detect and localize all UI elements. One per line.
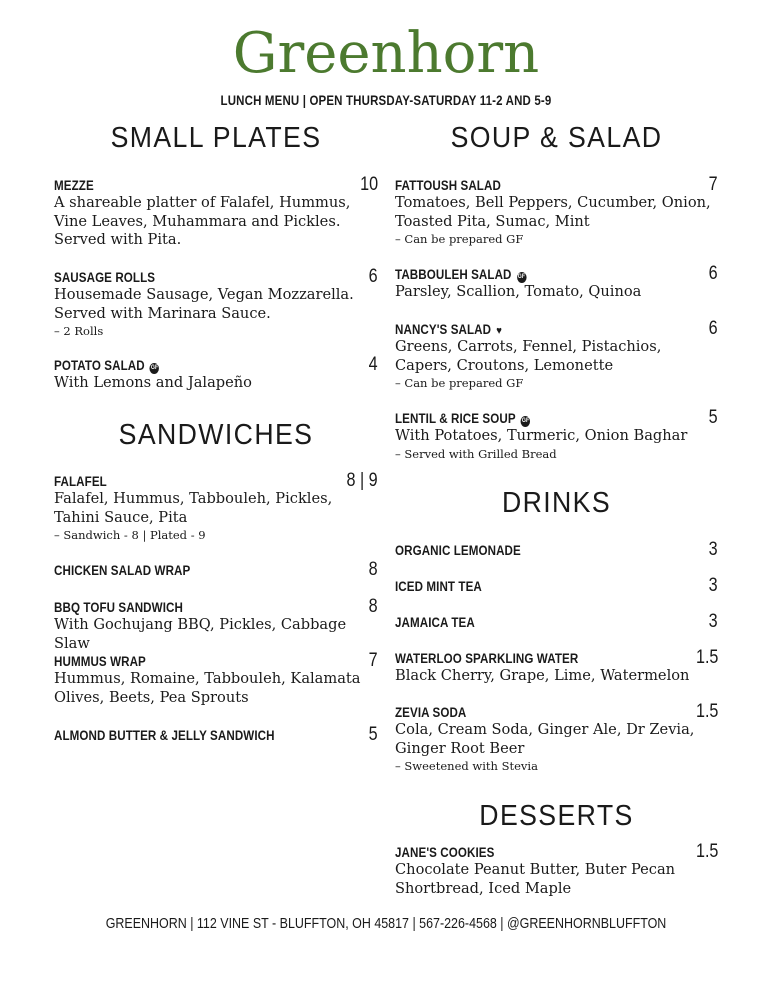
menu-item-hummus-wrap	[54, 650, 378, 707]
menu-item-jamaica-tea	[395, 611, 718, 633]
item-price: 3	[709, 575, 718, 596]
item-description: Hummus, Romaine, Tabbouleh, Kalamata Olives, Beets, Pea Sprouts	[54, 670, 361, 706]
item-name: FALAFEL	[54, 474, 107, 489]
menu-item-lentil-rice-soup	[395, 407, 718, 462]
item-name: SAUSAGE ROLLS	[54, 270, 156, 285]
item-note: – 2 Rolls	[54, 324, 104, 338]
item-name-text: POTATO SALAD	[54, 358, 145, 373]
gluten-free-icon: GF	[150, 363, 159, 374]
item-price: 1.5	[695, 841, 718, 862]
item-name: ORGANIC LEMONADE	[395, 543, 521, 558]
item-note: – Served with Grilled Bread	[395, 446, 557, 461]
item-note: – Can be prepared GF	[395, 376, 524, 390]
item-price: 7	[709, 174, 718, 195]
footer-contact: GREENHORN | 112 VINE ST - BLUFFTON, OH 45817 | 567-226-4568 | @GREENHORNBLUFFTON	[105, 916, 667, 932]
item-description: Chocolate Peanut Butter, Buter Pecan Shortbread, Iced Maple	[395, 861, 676, 897]
item-price: 1.5	[695, 647, 718, 668]
menu-item-iced-mint-tea	[395, 575, 718, 597]
menu-item-organic-lemonade	[395, 539, 718, 561]
section-title-desserts: DESSERTS	[479, 800, 634, 832]
item-description: Greens, Carrots, Fennel, Pistachios, Capers, Croutons, Lemonette	[395, 338, 662, 374]
menu-item-fattoush-salad	[395, 174, 718, 247]
section-title-drinks: DRINKS	[501, 487, 612, 519]
heart-icon: ♥	[496, 325, 502, 337]
menu-item-falafel	[54, 470, 378, 543]
item-price: 3	[709, 539, 718, 560]
item-price: 6	[709, 318, 718, 339]
item-name: ZEVIA SODA	[395, 705, 467, 720]
menu-subtitle: LUNCH MENU | OPEN THURSDAY-SATURDAY 11-2 AND 5-9	[220, 92, 552, 108]
menu-item-waterloo-sparkling-water	[395, 647, 718, 686]
item-name: JANE'S COOKIES	[395, 845, 495, 860]
item-name: JAMAICA TEA	[395, 615, 475, 630]
item-name: CHICKEN SALAD WRAP	[54, 563, 191, 578]
item-description: Falafel, Hummus, Tabbouleh, Pickles, Tahini Sauce, Pita	[54, 490, 333, 526]
item-name-text: NANCY'S SALAD	[395, 322, 492, 337]
item-name: ALMOND BUTTER & JELLY SANDWICH	[54, 728, 275, 743]
menu-item-mezze	[54, 174, 378, 250]
gluten-free-icon: GF	[517, 272, 526, 283]
item-description: Black Cherry, Grape, Lime, Watermelon	[395, 667, 690, 684]
item-name: ICED MINT TEA	[395, 579, 482, 594]
gluten-free-icon: GF	[521, 416, 530, 427]
section-title-soup-salad: SOUP & SALAD	[450, 122, 663, 154]
item-name	[395, 267, 526, 283]
item-description: A shareable platter of Falafel, Hummus, Vine Leaves, Muhammara and Pickles. Served with Pita.	[54, 194, 351, 248]
item-description: Tomatoes, Bell Peppers, Cucumber, Onion, Toasted Pita, Sumac, Mint	[395, 194, 711, 230]
section-title-small-plates: SMALL PLATES	[110, 122, 322, 154]
item-description: With Potatoes, Turmeric, Onion Baghar	[395, 427, 688, 444]
item-name: BBQ TOFU SANDWICH	[54, 600, 183, 615]
item-name	[395, 322, 502, 337]
section-title-sandwiches: SANDWICHES	[118, 419, 314, 451]
item-price: 6	[369, 266, 378, 287]
item-price: 8	[369, 596, 378, 617]
item-note: – Sandwich - 8 | Plated - 9	[54, 528, 206, 542]
item-name: FATTOUSH SALAD	[395, 178, 501, 193]
item-price: 10	[360, 174, 378, 195]
menu-item-bbq-tofu-sandwich	[54, 596, 378, 653]
menu-item-janes-cookies	[395, 841, 718, 898]
item-name	[395, 411, 530, 427]
item-description: Housemade Sausage, Vegan Mozzarella. Served with Marinara Sauce.	[54, 286, 354, 322]
item-name: WATERLOO SPARKLING WATER	[395, 651, 579, 666]
item-name: HUMMUS WRAP	[54, 654, 146, 669]
item-price: 7	[369, 650, 378, 671]
item-name-text: LENTIL & RICE SOUP	[395, 411, 516, 426]
item-name: MEZZE	[54, 178, 94, 193]
item-price: 5	[709, 407, 718, 428]
item-price: 8	[369, 559, 378, 580]
menu-item-zevia-soda	[395, 701, 718, 774]
item-price: 4	[369, 354, 378, 375]
menu-item-sausage-rolls	[54, 266, 378, 339]
item-description: With Lemons and Jalapeño	[54, 374, 252, 391]
menu-item-tabbouleh-salad	[395, 263, 718, 302]
item-price: 6	[709, 263, 718, 284]
item-description: With Gochujang BBQ, Pickles, Cabbage Slaw	[54, 616, 347, 652]
item-name	[54, 358, 159, 374]
item-price: 5	[369, 724, 378, 745]
item-note: – Can be prepared GF	[395, 232, 524, 246]
menu-item-nancys-salad	[395, 318, 718, 391]
brand-logo: Greenhorn	[232, 21, 540, 86]
item-price: 3	[709, 611, 718, 632]
menu-item-almond-butter-jelly	[54, 724, 378, 746]
item-description: Cola, Cream Soda, Ginger Ale, Dr Zevia, Ginger Root Beer	[395, 721, 695, 757]
menu-item-chicken-salad-wrap	[54, 559, 378, 581]
item-name-text: TABBOULEH SALAD	[395, 267, 512, 282]
item-description: Parsley, Scallion, Tomato, Quinoa	[395, 283, 642, 300]
menu-item-potato-salad	[54, 354, 378, 393]
item-price: 8 | 9	[346, 470, 378, 491]
item-price: 1.5	[695, 701, 718, 722]
item-note: – Sweetened with Stevia	[395, 759, 538, 773]
